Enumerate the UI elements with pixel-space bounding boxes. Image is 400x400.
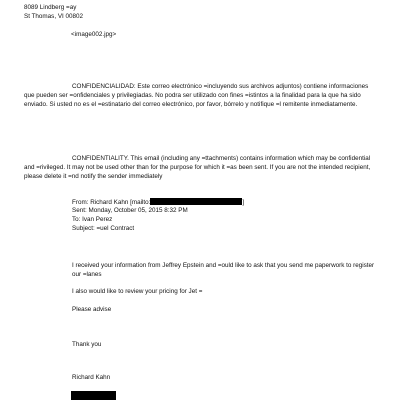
body-paragraph-advise: Please advise — [72, 306, 112, 313]
sent-line: Sent: Monday, October 05, 2015 8:32 PM — [72, 207, 188, 214]
confidentiality-notice-spanish: CONFIDENCIALIDAD: Este correo electrónico =incluyendo sus archivos adjuntos) contiene informaciones que pueden ser =onfidenciales y privilegiadas. No podra ser utilizado con fines =istintos a la finalidad para la que ha sido enviado. Si usted no es el =estinatario del correo electrónico, por favor, bórrelo y notifique =l remitente inmediatamente. — [24, 83, 369, 109]
to-line: To: Ivan Perez — [72, 216, 113, 223]
body-closing: Thank you — [72, 341, 102, 348]
confidentiality-notice-english: CONFIDENTIALITY. This email (including any =ttachments) contains information which may be confidential and =rivileged. It may not be used other than for the purpose for which it =as been sent. If you are not the intended recipient, please delete it =nd notify the sender immediately — [24, 155, 371, 181]
from-close-bracket: ] — [242, 199, 245, 206]
address-line-2: St Thomas, VI 00802 — [24, 13, 84, 20]
subject-line: Subject: =uel Contract — [72, 225, 135, 232]
image-placeholder: <image002.jpg> — [71, 31, 117, 38]
address-line-1: 8089 Lindberg =ay — [24, 4, 77, 11]
body-paragraph-pricing: I also would like to review your pricing for Jet = — [72, 288, 203, 295]
body-paragraph-request: I received your information from Jeffrey Epstein and =ould like to ask that you send me paperwork to register our =lanes — [72, 262, 375, 279]
signature-name: Richard Kahn — [72, 374, 111, 381]
redacted-email — [150, 198, 245, 206]
from-text: From: Richard Kahn [mailto: — [72, 199, 151, 206]
redacted-signature-block — [71, 391, 116, 400]
